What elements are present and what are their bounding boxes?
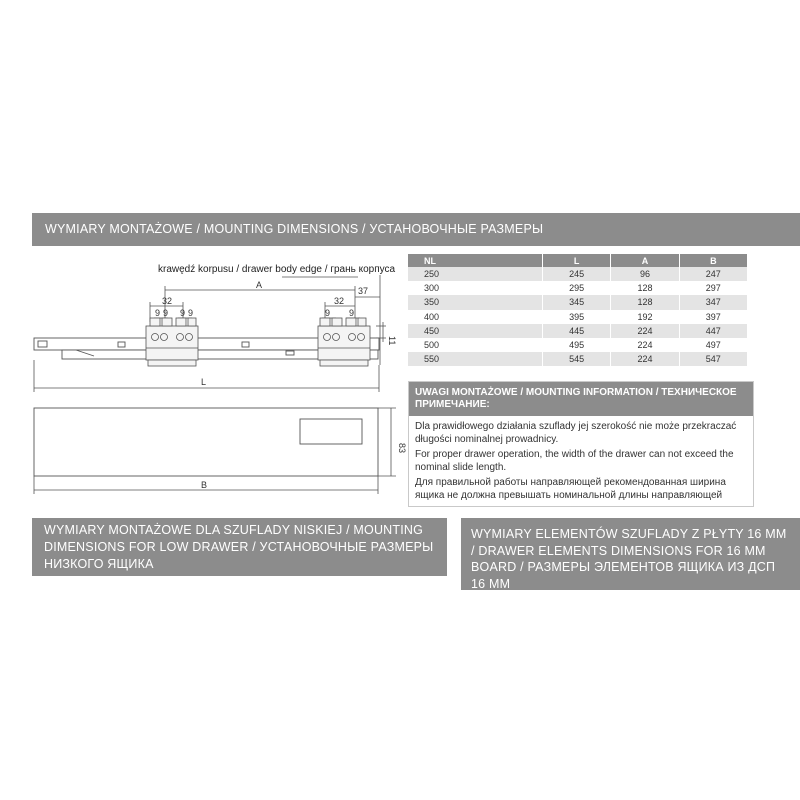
cell: 497 — [679, 338, 747, 352]
mounting-dimensions-title: WYMIARY MONTAŻOWE / MOUNTING DIMENSIONS / УСТАНОВОЧНЫЕ РАЗМЕРЫ — [45, 222, 544, 236]
low-drawer-title: WYMIARY MONTAŻOWE DLA SZUFLADY NISKIEJ / MOUNTING DIMENSIONS FOR LOW DRAWER / УСТАНОВОЧНЫЕ РАЗМЕРЫ НИЗКОГО ЯЩИКА — [44, 523, 434, 571]
info-text-ru: Для правильной работы направляющей рекомендованная ширина ящика не должна превышать номинальной длины направляющей — [415, 477, 726, 501]
cell: 345 — [542, 295, 610, 309]
info-text-en: For proper drawer operation, the width of the drawer can not exceed the nominal slide length. — [415, 449, 734, 473]
cell: 295 — [542, 281, 610, 295]
right-mounting-bracket — [318, 318, 370, 366]
mounting-info-body — [409, 416, 753, 510]
cell: 447 — [679, 324, 747, 338]
label-9e: 9 — [325, 308, 331, 318]
label-11: 11 — [387, 336, 397, 346]
low-drawer-banner — [32, 518, 447, 576]
table-row — [408, 352, 748, 366]
cell: 224 — [611, 324, 679, 338]
cell: 300 — [408, 281, 542, 295]
cell: 350 — [408, 295, 542, 309]
drawer-elements-banner — [461, 518, 800, 590]
cell: 245 — [542, 267, 610, 281]
info-text-pl: Dla prawidłowego działania szuflady jej szerokość nie może przekraczać długości nominalnej prowadnicy. — [415, 421, 737, 445]
cell: 128 — [611, 281, 679, 295]
dimensions-table — [408, 254, 748, 366]
label-9b: 9 — [163, 308, 169, 318]
header-l: L — [542, 254, 610, 267]
label-l: L — [201, 377, 207, 387]
cell: 547 — [679, 352, 747, 366]
table-row — [408, 281, 748, 295]
table-row — [408, 295, 748, 309]
cell: 450 — [408, 324, 542, 338]
cell: 247 — [679, 267, 747, 281]
label-a: A — [256, 280, 263, 290]
label-32-left: 32 — [162, 296, 173, 306]
mounting-info-title: UWAGI MONTAŻOWE / MOUNTING INFORMATION / ТЕХНИЧЕСКОЕ ПРИМЕЧАНИЕ: — [409, 382, 753, 416]
cell: 400 — [408, 310, 542, 324]
label-32-right: 32 — [334, 296, 345, 306]
cell: 500 — [408, 338, 542, 352]
cell: 545 — [542, 352, 610, 366]
label-b: B — [201, 480, 208, 490]
label-37: 37 — [358, 286, 369, 296]
label-9a: 9 — [155, 308, 161, 318]
header-nl: NL — [408, 254, 542, 267]
cell: 224 — [611, 338, 679, 352]
cell: 445 — [542, 324, 610, 338]
drawer-elements-title: WYMIARY ELEMENTÓW SZUFLADY Z PŁYTY 16 MM / DRAWER ELEMENTS DIMENSIONS FOR 16 MM BOARD / РАЗМЕРЫ ЭЛЕМЕНТОВ ЯЩИКА ИЗ ДСП 16 ММ — [471, 527, 787, 591]
table-row — [408, 338, 748, 352]
cell: 397 — [679, 310, 747, 324]
cell: 128 — [611, 295, 679, 309]
table-header-row — [408, 254, 748, 267]
cell: 192 — [611, 310, 679, 324]
label-9f: 9 — [349, 308, 355, 318]
cell: 224 — [611, 352, 679, 366]
cell: 550 — [408, 352, 542, 366]
header-a: A — [611, 254, 679, 267]
label-9d: 9 — [188, 308, 194, 318]
table-row — [408, 310, 748, 324]
cell: 297 — [679, 281, 747, 295]
label-83: 83 — [397, 443, 407, 454]
cell: 495 — [542, 338, 610, 352]
cell: 250 — [408, 267, 542, 281]
cell: 96 — [611, 267, 679, 281]
mounting-info-box — [408, 381, 754, 507]
header-b: B — [679, 254, 747, 267]
drawer-handle-cutout — [300, 419, 362, 444]
label-9c: 9 — [180, 308, 186, 318]
table-row — [408, 267, 748, 281]
body-edge-caption: krawędź korpusu / drawer body edge / грань корпуса — [158, 264, 396, 275]
table-row — [408, 324, 748, 338]
cell: 395 — [542, 310, 610, 324]
cell: 347 — [679, 295, 747, 309]
left-mounting-bracket — [146, 318, 198, 366]
